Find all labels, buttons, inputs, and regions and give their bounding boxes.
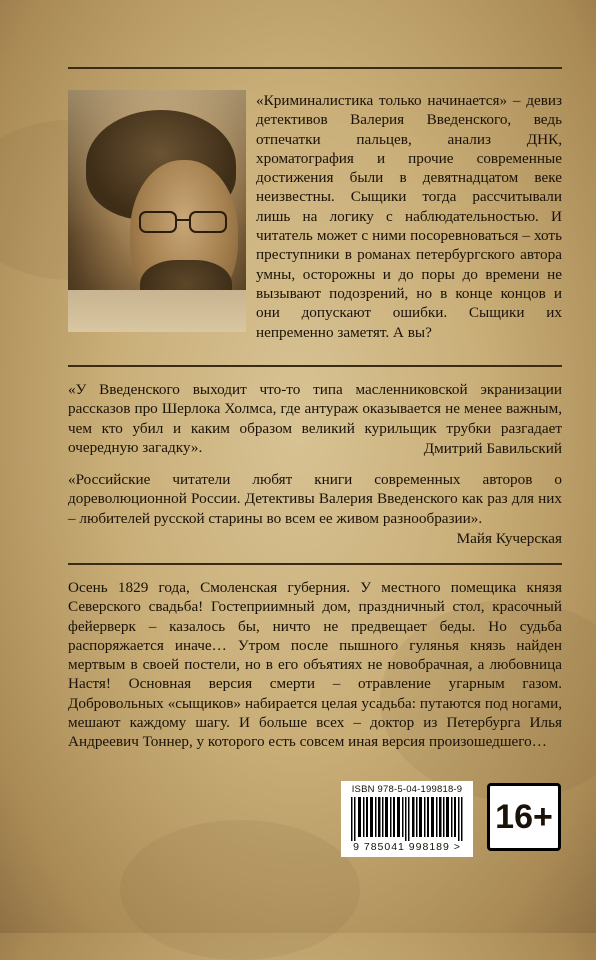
top-rule	[68, 67, 562, 69]
barcode	[341, 781, 473, 857]
quote-1-author: Дмитрий Бавильский	[423, 440, 562, 457]
quote-2-author: Майя Кучерская	[456, 530, 562, 547]
quote-1: «У Введенского выходит что-то типа масленниковской экранизации рассказов про Шерлока Холмса, где антураж оказывается не менее важным, чем кто убил и каким образом великий курильщик трубки разгадает очередную загадку».	[68, 381, 562, 456]
author-photo	[68, 90, 246, 332]
middle-rule-2	[68, 563, 562, 565]
barcode-digits: 9 785041 998189 >	[353, 841, 461, 853]
middle-rule-1	[68, 365, 562, 367]
isbn-label: ISBN 978-5-04-199818-9	[351, 784, 463, 795]
intro-text: «Криминалистика только начинается» – девиз детективов Валерия Введенского, ведь отпечатки пальцев, анализ ДНК, хроматография и прочие современные достижения были в девятнадцатом веке неизвестны. Сыщики тогда рассчитывали лишь на логику с наблюдательностью. И читатель может с ними посоревноваться – хоть преступники в романах петербургского автора умны, осторожны и до поры до времени не вызывают подозрений, но в конце концов и они допускают ошибки. Сыщики их непременно заметят. А вы?	[256, 92, 562, 341]
age-rating-badge: 16+	[487, 783, 561, 851]
quote-2: «Российские читатели любят книги современных авторов о дореволюционной России. Детективы Валерия Введенского как раз для них – любителей русской старины во всем ее живом разнообразии».	[68, 471, 562, 527]
synopsis-text: Осень 1829 года, Смоленская губерния. У местного помещика князя Северского свадьба! Гостеприимный дом, праздничный стол, красочный фейерверк – казалось бы, ничто не предвещает беды. Но судьба распоряжается иначе… Утром после пышного гулянья князь найден мертвым в своей постели, но в его объятиях не новобрачная, а любовница Настя! Основная версия смерти – отравление угарным газом. Добровольных «сыщиков» набирается целая усадьба: путаются под ногами, мешают каждому шагу. И больше всех – доктор из Петербурга Илья Андреевич Тоннер, у которого есть совсем иная версия произошедшего…	[68, 579, 562, 751]
barcode-icon	[351, 797, 465, 841]
glasses-icon	[136, 208, 236, 238]
